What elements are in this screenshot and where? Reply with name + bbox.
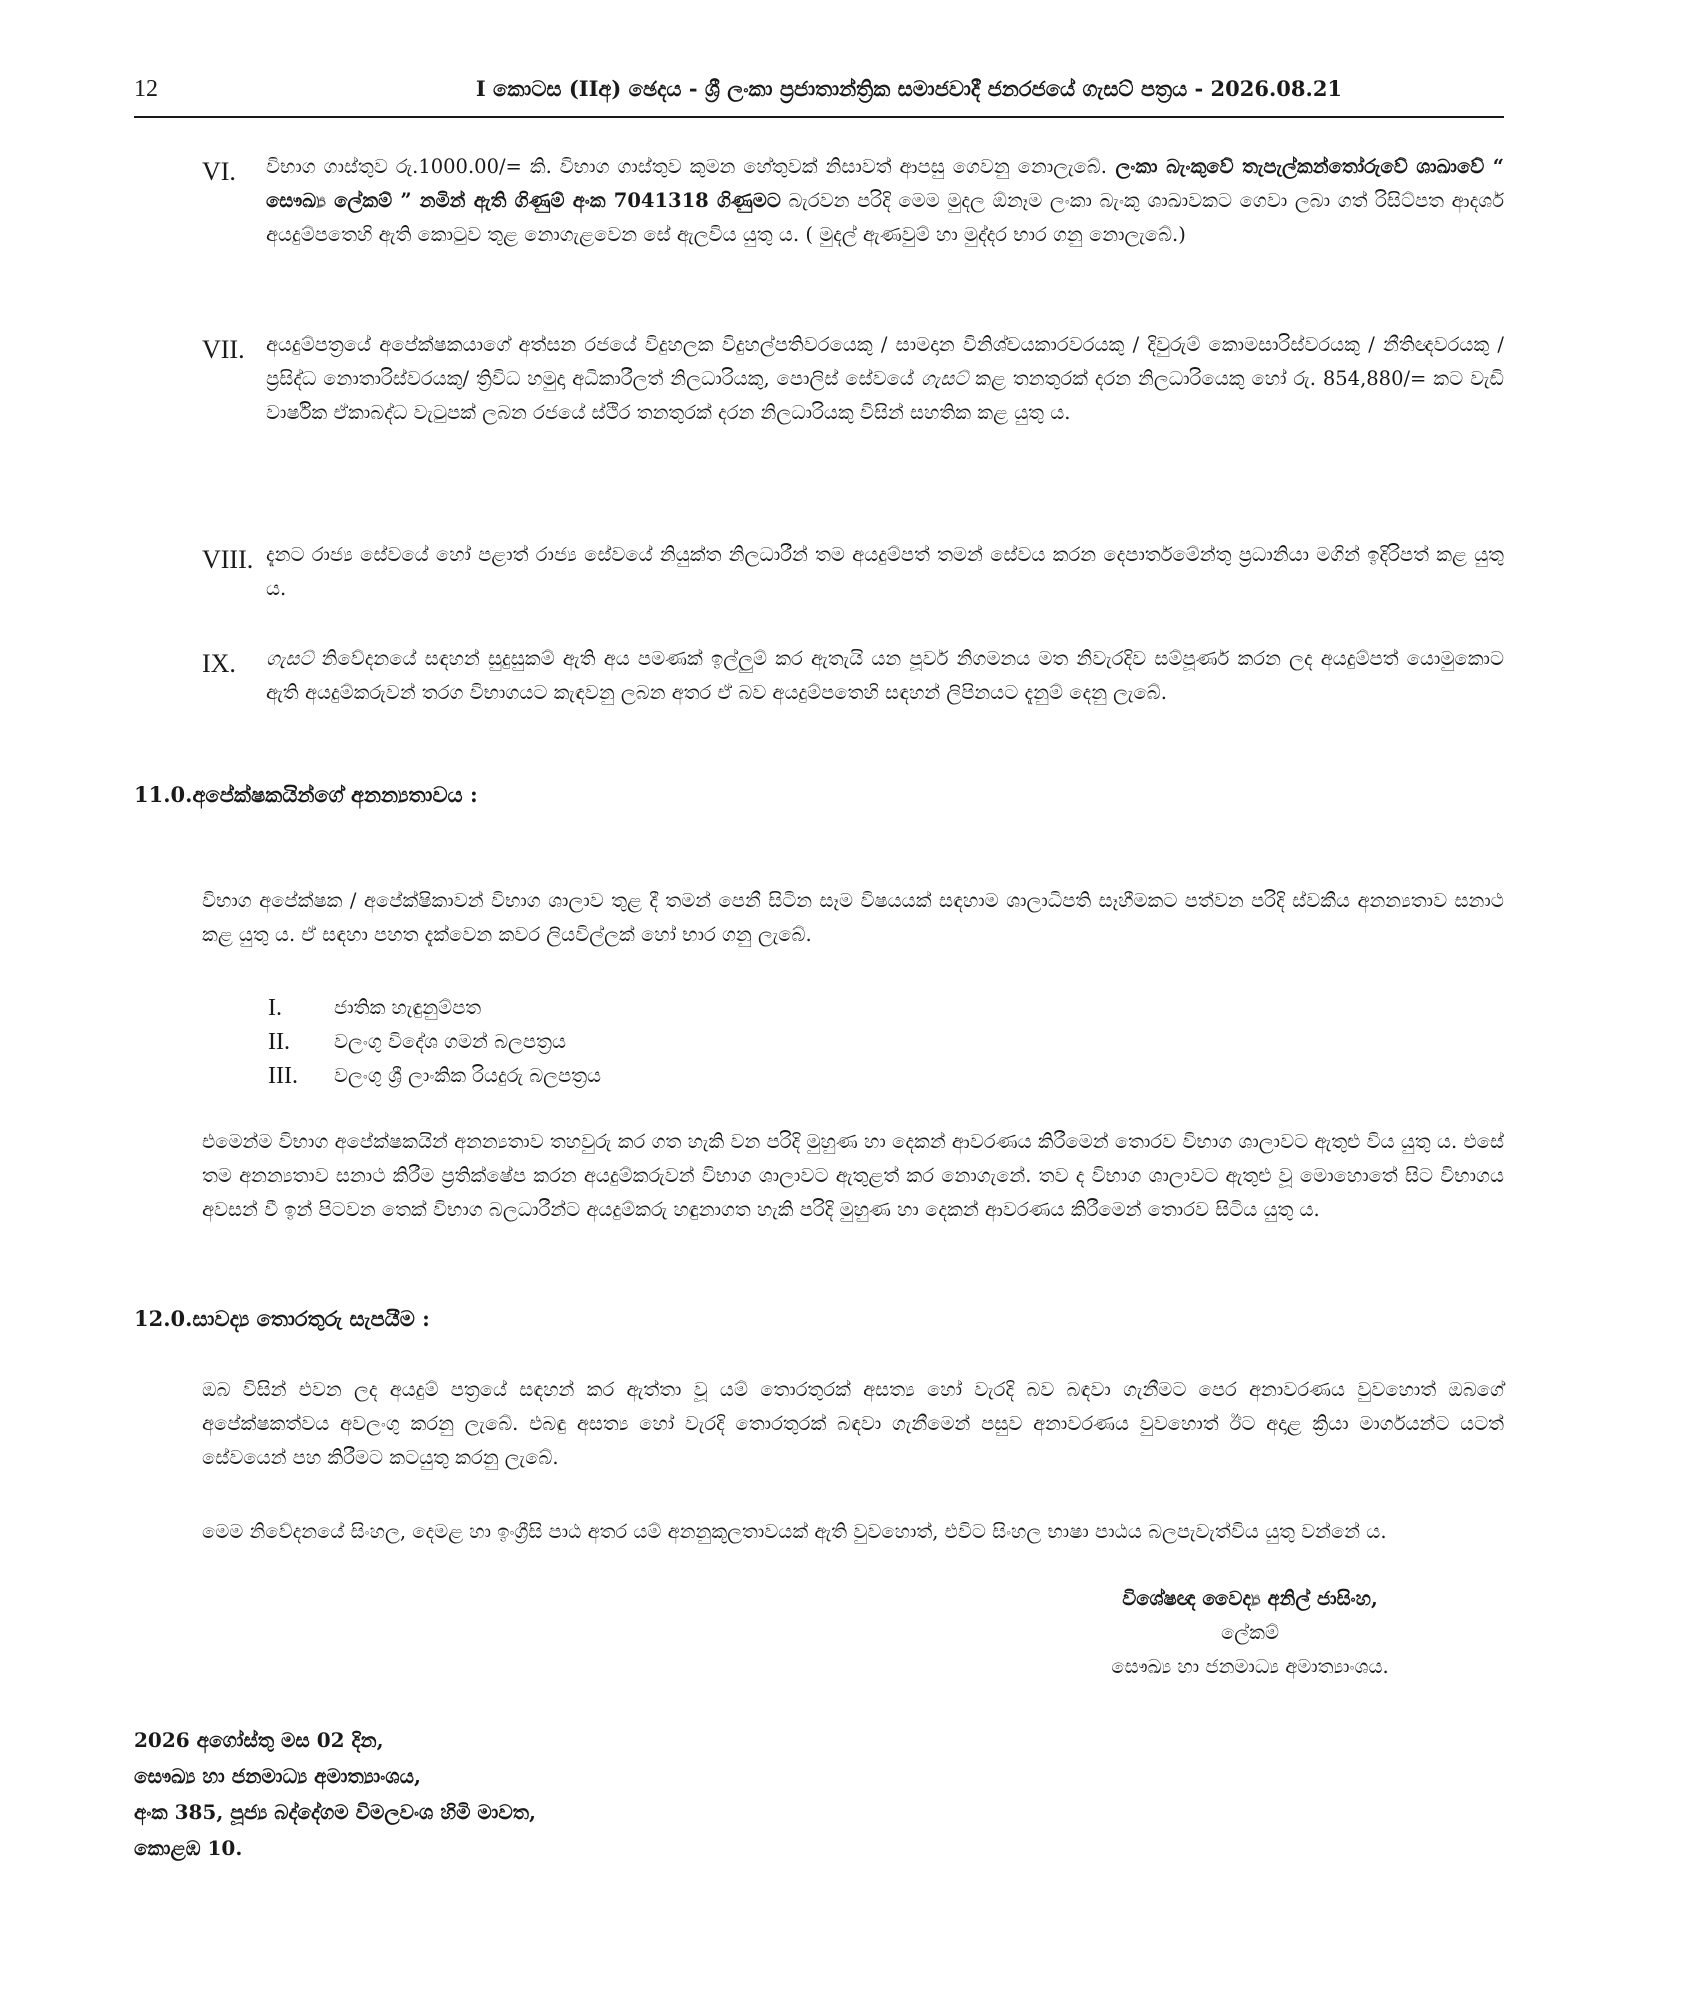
item-number: VI.	[202, 157, 236, 186]
address-ministry: සෞඛ්‍ය හා ජනමාධ්‍ය අමාත්‍යාංශය,	[134, 1764, 421, 1788]
gazette-title: I කොටස (IIඅ) ඡෙදය - ශ්‍රී ලංකා ප්‍රජාතාන්ත්‍රික සමාජවාදී ජනරජයේ ගැසට් පත්‍රය - 2026.08.21	[475, 76, 1343, 101]
item-text-part: කළ තනතුරක් දරන නිලධාරියෙකු හෝ රු. 854,880/= කට වැඩි වාර්ෂික ඒකාබද්ධ වැටුපක් ලබන රජයේ ස්ථිර තනතුරක් දරන නිලධාරියකු විසින් සහතික කළ යුතු ය.	[266, 367, 1504, 424]
section-heading-identity: 11.0.අපේක්ෂකයින්ගේ අනන්‍යතාවය :	[134, 782, 478, 807]
item-text-part: විභාග ගාස්තුව රු.1000.00/= කි. විභාග ගාස්තුව කුමන හේතුවක් නිසාවත් ආපසු ගෙවනු නොලැබේ.	[266, 155, 1107, 178]
item-text	[266, 328, 1504, 430]
list-item-number: II.	[268, 1029, 290, 1055]
address-block	[134, 1722, 834, 1866]
identity-intro: විභාග අපේක්ෂක / අපේක්ෂිකාවන් විභාග ශාලාව තුළ දී තමන් පෙනී සිටින සෑම විෂයයක් සඳහාම ශාලාධිපති සෑහීමකට පත්වන පරිදි ස්වකීය අනන්‍යතාව සනාථ කළ යුතු ය. ඒ සඳහා පහත දැක්වෙන කවර ලියවිල්ලක් හෝ භාර ගනු ලැබේ.	[202, 889, 1504, 946]
false-info-paragraph: ඔබ විසින් එවන ලද අයදුම් පත්‍රයේ සඳහන් කර ඇත්තා වූ යම් තොරතුරක් අසත්‍ය හෝ වැරදි බව බඳවා ගැනීමට පෙර අනාවරණය වුවහොත් ඔබගේ අපේක්ෂකත්වය අවලංගු කරනු ලැබේ. එබඳු අසත්‍ය හෝ වැරදි තොරතුරක් බඳවා ගැනීමෙන් පසුව අනාවරණය වුවහොත් ඊට අදාළ ක්‍රියා මාර්ගයන්ට යටත් සේවයෙන් පහ කිරීමට කටයුතු කරනු ලැබේ.	[202, 1378, 1504, 1469]
list-item-number: III.	[268, 1063, 298, 1089]
signatory-name: විශේෂඥ වෛද්‍ය අනිල් ජාසිංහ,	[1122, 1587, 1378, 1610]
list-item-label: වලංගු විදේශ ගමන් බලපත්‍රය	[334, 1030, 566, 1053]
item-ix	[134, 642, 1504, 750]
item-vii	[134, 328, 1504, 503]
address-street: අංක 385, පූජ්‍ය බද්දේගම විමලවංශ හිමි මාවත,	[134, 1800, 536, 1824]
gazette-word: ගැසට්	[920, 367, 969, 390]
list-item	[200, 1025, 1100, 1059]
language-precedence-paragraph: මෙම නිවේදනයේ සිංහල, දෙමළ හා ඉංග්‍රීසි පාඨ අතර යම් අනනුකූලතාවයක් ඇති වුවහොත්, එවිට සිංහල භාෂා පාඨය බලපැවැත්විය යුතු වන්නේ ය.	[202, 1520, 1387, 1543]
identity-closing: එමෙන්ම විභාග අපේක්ෂකයින් අනන්‍යතාව තහවුරු කර ගත හැකි වන පරිදි මුහුණ හා දෙකන් ආවරණය කිරීමෙන් තොරව විභාග ශාලාවට ඇතුළු විය යුතු ය. එසේ තම අනන්‍යතාව සනාථ කිරීම ප්‍රතික්ෂේප කරන අයදුම්කරුවන් විභාග ශාලාවට ඇතුළත් කර නොගැනේ. තව ද විභාග ශාලාවට ඇතුළු වූ මොහොතේ සිට විභාගය අවසන් වී ඉන් පිටවන තෙක් විභාග බලධාරීන්ට අයදුම්කරු හඳුනාගත හැකි පරිදි මුහුණ හා දෙකන් ආවරණය කිරීමෙන් තොරව සිටිය යුතු ය.	[202, 1130, 1504, 1221]
list-item-label: ජාතික හැඳුනුම්පත	[334, 996, 482, 1019]
item-text-part: නිවේදනයේ සඳහන් සුදුසුකම් ඇති අය පමණක් ඉල්ලුම් කර ඇතැයි යන පූර්ව නිගමනය මත නිවැරදිව සම්පූර්ණ කරන ලද අයදුම්පත් යොමුකොට ඇති අයදුම්කරුවන් තරග විභාගයට කැඳවනු ලබන අතර ඒ බව අයදුම්පතෙහි සඳහන් ලිපිනයට දැනුම් දෙනු ලැබේ.	[266, 647, 1504, 704]
list-item	[200, 1059, 1100, 1093]
signatory-ministry: සෞඛ්‍ය හා ජනමාධ්‍ය අමාත්‍යාංශය.	[1111, 1655, 1389, 1678]
item-text-part: අයදුම්පත්‍රයේ අපේක්ෂකයාගේ අත්සන රජයේ විදුහලක විදුහල්පතිවරයෙකු / සාමදාන විනිශ්චයකාරවරයකු / දිවුරුම් කොමසාරිස්වරයකු / නීතිඥවරයකු / ප්‍රසිද්ධ නොතාරිස්වරයකු/ ත්‍රිවිධ හමුදා අධිකාරීලත් නිලධාරියකු, පොලිස් සේවයේ	[266, 333, 1504, 390]
list-item-label: වලංගු ශ්‍රී ලාංකික රියදුරු බලපත්‍රය	[334, 1064, 602, 1087]
item-number: VIII.	[202, 545, 254, 574]
page-number: 12	[134, 76, 158, 102]
list-item	[200, 991, 1100, 1025]
signature-block	[1020, 1582, 1480, 1684]
identity-document-list	[200, 991, 1100, 1093]
item-vi	[134, 150, 1504, 290]
item-text	[266, 150, 1504, 252]
list-item-number: I.	[268, 995, 282, 1021]
issue-date: 2026 අගෝස්තු මස 02 දින,	[134, 1728, 384, 1752]
bank-account-details: ලංකා බැංකුවේ තැපැල්කන්තෝරුවේ ශාඛාවේ “ සෞඛ්‍ය ලේකම් ” නමින් ඇති ගිණුම් අංක 7041318 ගිණුමට	[266, 155, 1504, 212]
item-text: දැනට රාජ්‍ය සේවයේ හෝ පළාත් රාජ්‍ය සේවයේ නියුක්ත නිලධාරීන් තම අයදුම්පත් තමන් සේවය කරන දෙපාර්තමේන්තු ප්‍රධානියා මගින් ඉදිරිපත් කළ යුතු ය.	[266, 543, 1504, 600]
address-city: කොළඹ 10.	[134, 1836, 243, 1860]
section-heading-false-info: 12.0.සාවද්‍ය තොරතුරු සැපයීම :	[134, 1306, 430, 1331]
gazette-word: ගැසට්	[266, 647, 314, 670]
item-viii	[134, 538, 1504, 610]
item-number: IX.	[202, 649, 236, 678]
item-text-part: බැරවන පරිදි මෙම මුදල ඕනෑම ලංකා බැංකු ශාඛාවකට ගෙවා ලබා ගත් රිසිට්පත ආදර්ශ අයදුම්පතෙහි ඇති කොටුව තුළ නොගැළවෙන සේ ඇලවිය යුතු ය. ( මුදල් ඇණවුම් හා මුද්දර භාර ගනු නොලැබේ.)	[266, 189, 1504, 246]
signatory-title: ලේකම්	[1220, 1621, 1279, 1644]
page-header	[134, 70, 1504, 118]
item-number: VII.	[202, 335, 245, 364]
item-text	[266, 642, 1504, 710]
